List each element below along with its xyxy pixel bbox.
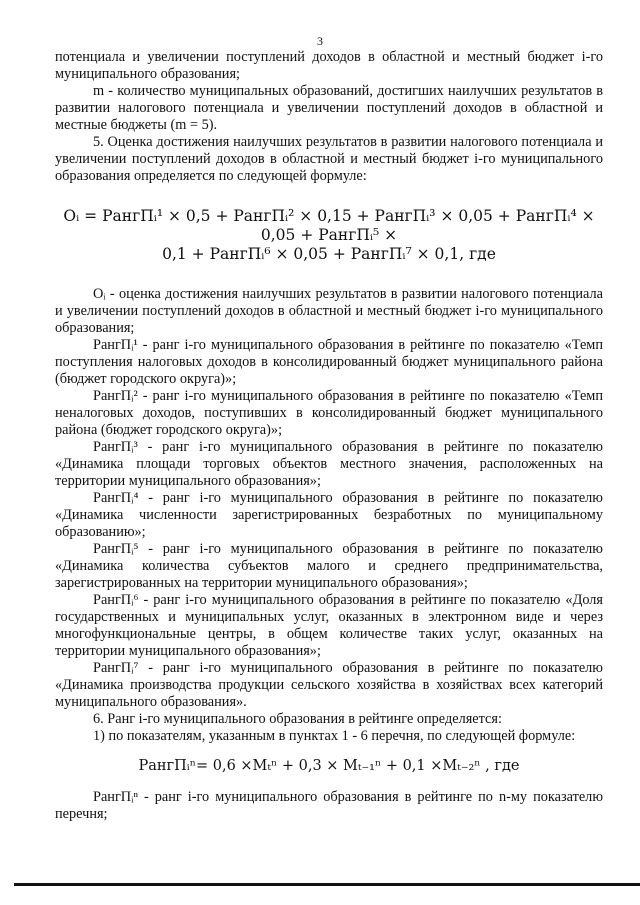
formula-oi-line1: Oᵢ = РангПᵢ¹ × 0,5 + РангПᵢ² × 0,15 + РангПᵢ³ × 0,05 + РангПᵢ⁴ × 0,05 + РангПᵢ⁵ × xyxy=(63,207,595,244)
paragraph-section-5: 5. Оценка достижения наилучших результатов в развитии налогового потенциала и увеличении поступлений доходов в областной и местный бюджет i-го муниципального образования определяется по следующей формуле: xyxy=(55,134,603,184)
paragraph-section-6: 6. Ранг i-го муниципального образования в рейтинге определяется: xyxy=(93,711,502,727)
page-number: 3 xyxy=(317,34,323,48)
paragraph-continuation: потенциала и увеличении поступлений доходов в областной и местный бюджет i-го муниципального образования; xyxy=(55,49,603,82)
paragraph-m-definition: m - количество муниципальных образований, достигших наилучших результатов в развитии налогового потенциала и увеличении поступлений доходов в областной и местные бюджеты (m = 5). xyxy=(55,83,603,133)
definition-rank-3: РангПᵢ³ - ранг i-го муниципального образования в рейтинге по показателю «Динамика площади торговых объектов местного значения, расположенных на территории муниципального образования»; xyxy=(55,439,603,489)
bottom-scan-edge xyxy=(14,883,640,886)
definition-rank-2: РангПᵢ² - ранг i-го муниципального образования в рейтинге по показателю «Темп неналоговых доходов, поступивших в консолидированный бюджет муниципального района (бюджет городского округа)»; xyxy=(55,388,603,438)
definition-oi: Oᵢ - оценка достижения наилучших результатов в развитии налогового потенциала и увеличении поступлений доходов в областной и местный бюджет i-го муниципального образования; xyxy=(55,286,603,336)
document-body xyxy=(55,49,603,823)
formula-rank: РангПᵢⁿ= 0,6 ×Mₜⁿ + 0,3 × Mₜ₋₁ⁿ + 0,1 ×Mₜ₋₂ⁿ , где xyxy=(138,758,520,774)
definition-rank-4: РангПᵢ⁴ - ранг i-го муниципального образования в рейтинге по показателю «Динамика численности зарегистрированных безработных по муниципальному образованию»; xyxy=(55,490,603,540)
definition-rank-7: РангПᵢ⁷ - ранг i-го муниципального образования в рейтинге по показателю «Динамика производства продукции сельского хозяйства в хозяйствах всех категорий муниципального образования». xyxy=(55,660,603,710)
definition-rank-6: РангПᵢ⁶ - ранг i-го муниципального образования в рейтинге по показателю «Доля государственных и муниципальных услуг, оказанных в электронном виде и через многофункциональные центры, в общем количестве таких услуг, оказанных на территории муниципального образования»; xyxy=(55,592,603,659)
formula-oi xyxy=(55,207,603,264)
definition-rank-1: РангПᵢ¹ - ранг i-го муниципального образования в рейтинге по показателю «Темп поступления налоговых доходов в консолидированный бюджет муниципального района (бюджет городского округа)»; xyxy=(55,337,603,387)
definition-rank-5: РангПᵢ⁵ - ранг i-го муниципального образования в рейтинге по показателю «Динамика количества субъектов малого и среднего предпринимательства, зарегистрированных на территории муниципального образования»; xyxy=(55,541,603,591)
paragraph-item-1: 1) по показателям, указанным в пунктах 1 - 6 перечня, по следующей формуле: xyxy=(93,728,576,744)
definition-rank-n: РангПᵢⁿ - ранг i-го муниципального образования в рейтинге по n-му показателю перечня; xyxy=(55,789,603,822)
formula-oi-line2: 0,1 + РангПᵢ⁶ × 0,05 + РангПᵢ⁷ × 0,1, где xyxy=(162,245,496,263)
